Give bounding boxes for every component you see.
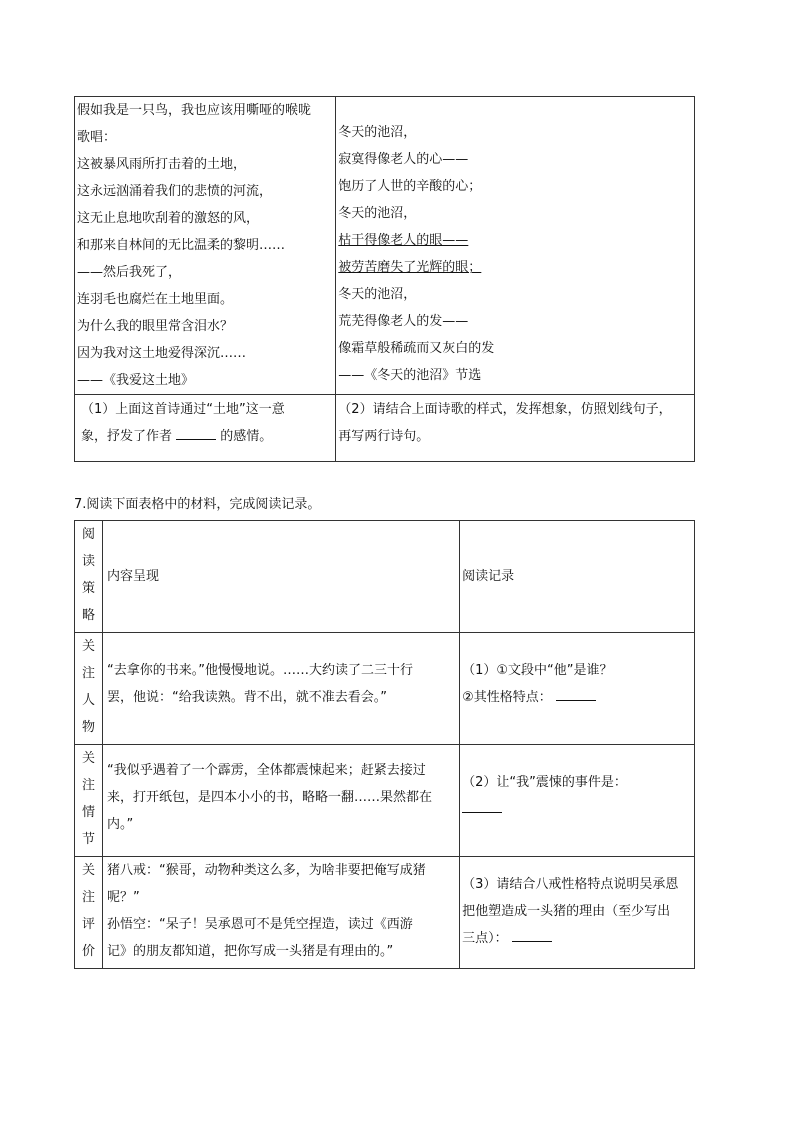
- poem-love-this-land: [75, 97, 336, 395]
- poem-line: 假如我是一只鸟，我也应该用嘶哑的喉咙: [77, 103, 312, 118]
- header-record: 阅读记录: [460, 521, 695, 633]
- underlined-poem-line: 枯干得像老人的眼——: [338, 233, 469, 248]
- answer-blank[interactable]: [176, 427, 216, 440]
- header-strategy: 阅 读 策 略: [75, 521, 103, 633]
- answer-blank[interactable]: [512, 929, 552, 942]
- poem-line: 冬天的池沼，: [338, 287, 417, 302]
- question-1-text: 的感情。: [220, 429, 273, 444]
- poem-line: 这无止息地吹刮着的激怒的风，: [77, 211, 260, 226]
- strategy-focus-evaluation: 关 注 评 价: [75, 857, 103, 969]
- strategy-focus-plot: 关 注 情 节: [75, 745, 103, 857]
- reading-record-table: [74, 520, 695, 969]
- poem-line: 饱历了人世的辛酸的心；: [338, 179, 482, 194]
- answer-blank[interactable]: [556, 688, 596, 701]
- record-cell: （3）请结合八戒性格特点说明吴承恩 把他塑造成一头猪的理由（至少写出 三点）：: [460, 857, 695, 969]
- question-2-cell: [336, 395, 695, 462]
- content-cell: “去拿你的书来。”他慢慢地说。……大约读了二三十行 罢，他说：“给我读熟。背不出，就不准去看会。”: [103, 633, 460, 745]
- poem-winter-pond: [336, 97, 695, 395]
- question-7-title: 7.阅读下面表格中的材料，完成阅读记录。: [74, 497, 321, 512]
- header-content: 内容呈现: [103, 521, 460, 633]
- poem-line: 寂寞得像老人的心——: [338, 152, 469, 167]
- poem-line: 像霜草般稀疏而又灰白的发: [338, 341, 495, 356]
- record-cell: （2）让“我”震悚的事件是：: [460, 745, 695, 857]
- strategy-focus-character: 关 注 人 物: [75, 633, 103, 745]
- poem-source: ——《我爱这土地》: [77, 373, 195, 388]
- question-2-text: （2）请结合上面诗歌的样式，发挥想象，仿照划线句子，: [338, 402, 672, 417]
- poem-line: 因为我对这土地爱得深沉……: [77, 346, 247, 361]
- poem-line: ——然后我死了，: [77, 265, 182, 280]
- poem-line: 为什么我的眼里常含泪水？: [77, 319, 234, 334]
- poem-line: 这被暴风雨所打击着的土地，: [77, 157, 247, 172]
- poem-table: [74, 96, 695, 462]
- poem-line: 荒芜得像老人的发——: [338, 314, 469, 329]
- poem-source: ——《冬天的池沼》节选: [338, 368, 482, 383]
- poem-line: 冬天的池沼，: [338, 206, 417, 221]
- poem-line: 歌唱：: [77, 130, 117, 145]
- content-cell: “我似乎遇着了一个霹雳，全体都震悚起来；赶紧去接过 来，打开纸包，是四本小小的书，略略一翻……果然都在 内。”: [103, 745, 460, 857]
- poem-line: 冬天的池沼，: [338, 125, 417, 140]
- underlined-poem-line: 被劳苦磨失了光辉的眼；: [338, 260, 482, 275]
- poem-line: 和那来自林间的无比温柔的黎明……: [77, 238, 286, 253]
- content-cell: 猪八戒：“猴哥，动物种类这么多，为啥非要把俺写成猪 呢？” 孙悟空：“呆子！吴承恩可不是凭空捏造，读过《西游 记》的朋友都知道，把你写成一头猪是有理由的。”: [103, 857, 460, 969]
- question-1-text: 象，抒发了作者: [81, 429, 173, 444]
- question-1-text: （1）上面这首诗通过“土地”这一意: [81, 402, 285, 417]
- record-cell: （1）①文段中“他”是谁？ ②其性格特点：: [460, 633, 695, 745]
- answer-blank[interactable]: [462, 800, 502, 813]
- poem-line: 这永远汹涌着我们的悲愤的河流，: [77, 184, 273, 199]
- question-1-cell: [75, 395, 336, 462]
- question-2-text: 再写两行诗句。: [338, 429, 430, 444]
- poem-line: 连羽毛也腐烂在土地里面。: [77, 292, 234, 307]
